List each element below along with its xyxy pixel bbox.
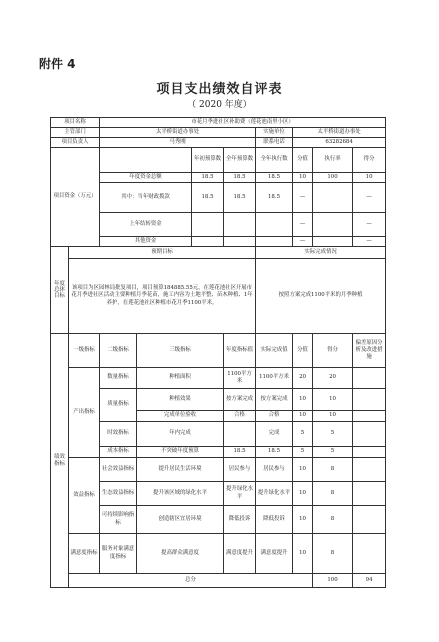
- funds-exec: [256, 213, 293, 237]
- perf-actual: 提升绿化水平: [256, 482, 293, 506]
- col-rate: 执行率: [313, 148, 353, 173]
- funds-row-label: 其他资金: [100, 237, 192, 247]
- perf-side-label: 绩效指标: [51, 334, 69, 588]
- perf-l2: 质量指标: [100, 389, 137, 422]
- perf-reason: [353, 447, 386, 458]
- funds-full: [224, 213, 256, 237]
- perf-l3: 年内完成: [137, 422, 224, 447]
- perf-target: 合格: [224, 411, 256, 422]
- funds-row: [51, 173, 386, 183]
- funds-rate: 100: [313, 173, 353, 183]
- total-points: 94: [353, 574, 386, 588]
- perf-score: 20: [293, 368, 313, 389]
- perf-row: [51, 506, 386, 534]
- funds-score: —: [293, 183, 313, 213]
- perf-reason: [353, 534, 386, 574]
- project-name-label: 项目名称: [51, 118, 100, 128]
- actual-result-text: 按照方案完成1100平米的月季种植: [256, 259, 386, 334]
- leader-label: 项目负责人: [51, 138, 100, 148]
- perf-l3: 提升居民生活环境: [137, 458, 224, 482]
- funds-row-label: 其中：当年财政拨款: [100, 183, 192, 213]
- output-indicator-label: 产出指标: [69, 368, 100, 458]
- perf-reason: [353, 368, 386, 389]
- perf-target: 居民参与: [224, 458, 256, 482]
- perf-actual: 满意度提升: [256, 534, 293, 574]
- perf-col-l1: 一级指标: [69, 334, 100, 368]
- funds-budget: [192, 237, 224, 247]
- project-name: 市花月季进社区补助费（莲花池南里小区）: [100, 118, 386, 128]
- perf-reason: [353, 422, 386, 447]
- funds-score: —: [293, 213, 313, 237]
- perf-points: 8: [313, 506, 353, 534]
- perf-reason: [353, 482, 386, 506]
- goals-content-row: [51, 259, 386, 334]
- expected-goal-text: 该项目为区园林局批复项目，项目预算184885.55元，在莲花池社区开展市花月季进社区活动主要种植月季花苗，施工内容为土地平整、苗木种植、1年养护，在莲花池社区种植市花月季1100平米。: [69, 259, 256, 334]
- total-score: 100: [313, 574, 353, 588]
- perf-target: 降低投诉: [224, 506, 256, 534]
- perf-reason: [353, 389, 386, 411]
- perf-l3: 创造辖区宜居环境: [137, 506, 224, 534]
- funds-points: —: [353, 237, 386, 247]
- perf-points: 5: [313, 447, 353, 458]
- perf-score: 5: [293, 447, 313, 458]
- document-year: （ 2020 年度）: [187, 100, 252, 110]
- self-evaluation-table: [50, 117, 386, 588]
- funds-full: 18.5: [224, 183, 256, 213]
- perf-score: 5: [293, 422, 313, 447]
- perf-row: [51, 422, 386, 447]
- phone-value: 63282684: [293, 138, 386, 148]
- funds-points: 10: [353, 173, 386, 183]
- perf-score: 10: [293, 389, 313, 411]
- funds-exec: 18.5: [256, 173, 293, 183]
- impl-value: 太平桥街道办事处: [293, 128, 386, 138]
- perf-target: 按方案完成: [224, 389, 256, 411]
- perf-row: [51, 368, 386, 389]
- impl-label: 实施单位: [256, 128, 293, 138]
- funds-full: [224, 237, 256, 247]
- perf-score: 10: [293, 458, 313, 482]
- funds-score: 10: [293, 173, 313, 183]
- perf-l3: 完成单位验收: [137, 411, 224, 422]
- info-row-project: [51, 118, 386, 128]
- perf-score: 10: [293, 482, 313, 506]
- perf-l2: 可持续影响指标: [100, 506, 137, 534]
- funds-budget: 18.5: [192, 173, 224, 183]
- perf-points: 5: [313, 422, 353, 447]
- perf-col-l2: 二级指标: [100, 334, 137, 368]
- funds-rate: [313, 213, 353, 237]
- phone-label: 联系电话: [256, 138, 293, 148]
- perf-score: 10: [293, 411, 313, 422]
- perf-l2: 时效指标: [100, 422, 137, 447]
- funds-points: —: [353, 183, 386, 213]
- perf-row: [51, 447, 386, 458]
- info-row-dept: [51, 128, 386, 138]
- total-label: 总分: [69, 574, 313, 588]
- perf-row: [51, 534, 386, 574]
- perf-actual: 完成: [256, 422, 293, 447]
- funds-row-label: 上年结转资金: [100, 213, 192, 237]
- col-points: 得分: [353, 148, 386, 173]
- col-score: 分值: [293, 148, 313, 173]
- satisfaction-indicator-label: 满意度指标: [69, 534, 100, 574]
- perf-header-row: [51, 334, 386, 368]
- perf-points: 8: [313, 458, 353, 482]
- funds-blank-header: [100, 148, 192, 173]
- funds-budget: [192, 213, 224, 237]
- perf-score: 10: [293, 506, 313, 534]
- goals-side-label: 年度总体目标: [51, 247, 69, 334]
- perf-target: 满意度提升: [224, 534, 256, 574]
- funds-exec: 18.5: [256, 183, 293, 213]
- perf-actual: 居民参与: [256, 458, 293, 482]
- expected-goal-label: 预期目标: [69, 247, 256, 259]
- perf-l3: 不突破年度预算: [137, 447, 224, 458]
- total-row: [51, 574, 386, 588]
- info-row-leader: [51, 138, 386, 148]
- perf-points: 8: [313, 482, 353, 506]
- perf-l2: 数量指标: [100, 368, 137, 389]
- perf-target: [224, 422, 256, 447]
- funds-header-row: [51, 148, 386, 173]
- col-full: 全年预算数: [224, 148, 256, 173]
- funds-full: 18.5: [224, 173, 256, 183]
- dept-label: 主管部门: [51, 128, 100, 138]
- perf-col-reason: 偏差原因分析及改进措施: [353, 334, 386, 368]
- perf-actual: 降低投诉: [256, 506, 293, 534]
- perf-points: 20: [313, 368, 353, 389]
- perf-points: 10: [313, 389, 353, 411]
- perf-l2: 社会效益指标: [100, 458, 137, 482]
- perf-target: 1100平方米: [224, 368, 256, 389]
- perf-col-points: 得分: [313, 334, 353, 368]
- perf-l2: 服务对象满意度指标: [100, 534, 137, 574]
- perf-actual: 合格: [256, 411, 293, 422]
- funds-rate: [313, 183, 353, 213]
- perf-target: 18.5: [224, 447, 256, 458]
- funds-score: —: [293, 237, 313, 247]
- perf-score: 10: [293, 534, 313, 574]
- perf-actual: 18.5: [256, 447, 293, 458]
- perf-l2: 生态效益指标: [100, 482, 137, 506]
- perf-l2: 成本指标: [100, 447, 137, 458]
- perf-row: [51, 458, 386, 482]
- document-title: 项目支出绩效自评表: [156, 82, 283, 97]
- perf-col-score: 分值: [293, 334, 313, 368]
- funds-row: [51, 213, 386, 237]
- perf-row: [51, 482, 386, 506]
- funds-budget: 18.5: [192, 183, 224, 213]
- perf-reason: [353, 458, 386, 482]
- col-budget: 年初预算数: [192, 148, 224, 173]
- funds-points: —: [353, 213, 386, 237]
- col-exec: 全年执行数: [256, 148, 293, 173]
- funds-row-label: 年度资金总额: [100, 173, 192, 183]
- funds-exec: [256, 237, 293, 247]
- perf-l3: 提升该区域的绿化水平: [137, 482, 224, 506]
- perf-l3: 提高群众满意度: [137, 534, 224, 574]
- perf-target: 提升绿化水平: [224, 482, 256, 506]
- perf-col-target: 年度指标值: [224, 334, 256, 368]
- benefit-indicator-label: 效益指标: [69, 458, 100, 534]
- attachment-label: 附件 4: [39, 57, 76, 71]
- perf-row: [51, 389, 386, 411]
- goals-header-row: [51, 247, 386, 259]
- perf-col-actual: 实际完成值: [256, 334, 293, 368]
- perf-l3: 种植面积: [137, 368, 224, 389]
- funds-rate: [313, 237, 353, 247]
- actual-result-label: 实际完成情况: [256, 247, 386, 259]
- perf-points: 10: [313, 411, 353, 422]
- perf-reason: [353, 506, 386, 534]
- perf-reason: [353, 411, 386, 422]
- perf-points: 8: [313, 534, 353, 574]
- perf-actual: 1100平方米: [256, 368, 293, 389]
- perf-l3: 种植效果: [137, 389, 224, 411]
- funds-group-label: 项目资金（万元）: [51, 148, 100, 247]
- funds-row: [51, 183, 386, 213]
- leader-value: 马秀刚: [100, 138, 256, 148]
- perf-actual: 按方案完成: [256, 389, 293, 411]
- funds-row: [51, 237, 386, 247]
- perf-col-l3: 三级指标: [137, 334, 224, 368]
- dept-value: 太平桥街道办事处: [100, 128, 256, 138]
